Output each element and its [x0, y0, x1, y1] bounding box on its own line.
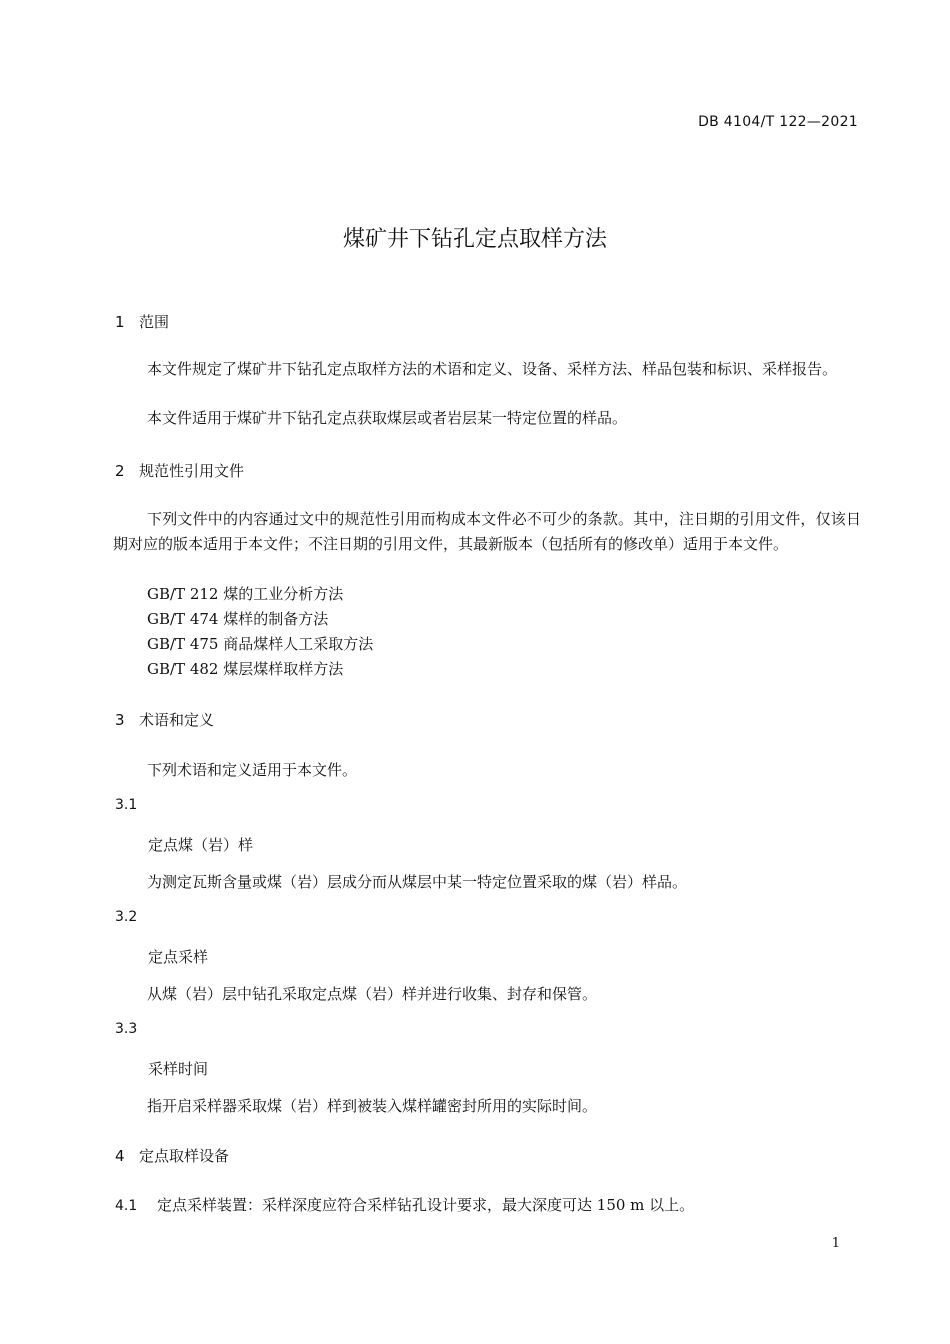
term-name: 采样时间 — [148, 1060, 209, 1078]
reference-item: GB/T 482 煤层煤样取样方法 — [147, 660, 344, 678]
paragraph: 本文件适用于煤矿井下钻孔定点获取煤层或者岩层某一特定位置的样品。 — [147, 409, 628, 427]
section-2-heading — [115, 460, 244, 481]
term-number: 3.3 — [115, 1021, 138, 1037]
term-name: 定点采样 — [148, 948, 209, 966]
section-title: 术语和定义 — [139, 711, 215, 729]
clause-text: 定点采样装置：采样深度应符合采样钻孔设计要求，最大深度可达 150 m 以上。 — [157, 1196, 695, 1214]
term-definition: 从煤（岩）层中钻孔采取定点煤（岩）样并进行收集、封存和保管。 — [147, 985, 598, 1003]
term-definition: 指开启采样器采取煤（岩）样到被装入煤样罐密封所用的实际时间。 — [147, 1097, 598, 1115]
section-1-heading — [115, 311, 169, 332]
page-number: 1 — [831, 1236, 840, 1251]
section-3-heading — [115, 709, 214, 730]
section-title: 规范性引用文件 — [139, 462, 245, 480]
section-number: 2 — [115, 462, 125, 480]
section-number: 4 — [115, 1147, 125, 1165]
paragraph: 下列文件中的内容通过文中的规范性引用而构成本文件必不可少的条款。其中，注日期的引用文件，仅该日期对应的版本适用于本文件；不注日期的引用文件，其最新版本（包括所有的修改单）适用于本文件。 — [113, 510, 861, 553]
term-number: 3.2 — [115, 909, 138, 925]
section-number: 3 — [115, 711, 125, 729]
terms-intro: 下列术语和定义适用于本文件。 — [147, 761, 358, 779]
section-4-heading — [115, 1145, 229, 1166]
document-title: 煤矿井下钻孔定点取样方法 — [342, 227, 607, 252]
term-name: 定点煤（岩）样 — [148, 836, 254, 854]
document-code: DB 4104/T 122—2021 — [698, 114, 858, 130]
section-number: 1 — [115, 313, 125, 331]
section-title: 范围 — [139, 313, 170, 331]
section-title: 定点取样设备 — [139, 1147, 230, 1165]
clause-4-1 — [115, 1194, 694, 1215]
term-definition: 为测定瓦斯含量或煤（岩）层成分而从煤层中某一特定位置采取的煤（岩）样品。 — [147, 873, 688, 891]
reference-item: GB/T 212 煤的工业分析方法 — [147, 585, 344, 603]
reference-item: GB/T 474 煤样的制备方法 — [147, 610, 329, 628]
term-number: 3.1 — [115, 797, 138, 813]
reference-item: GB/T 475 商品煤样人工采取方法 — [147, 635, 374, 653]
clause-number: 4.1 — [115, 1198, 138, 1214]
paragraph: 本文件规定了煤矿井下钻孔定点取样方法的术语和定义、设备、采样方法、样品包装和标识、采样报告。 — [147, 360, 838, 378]
